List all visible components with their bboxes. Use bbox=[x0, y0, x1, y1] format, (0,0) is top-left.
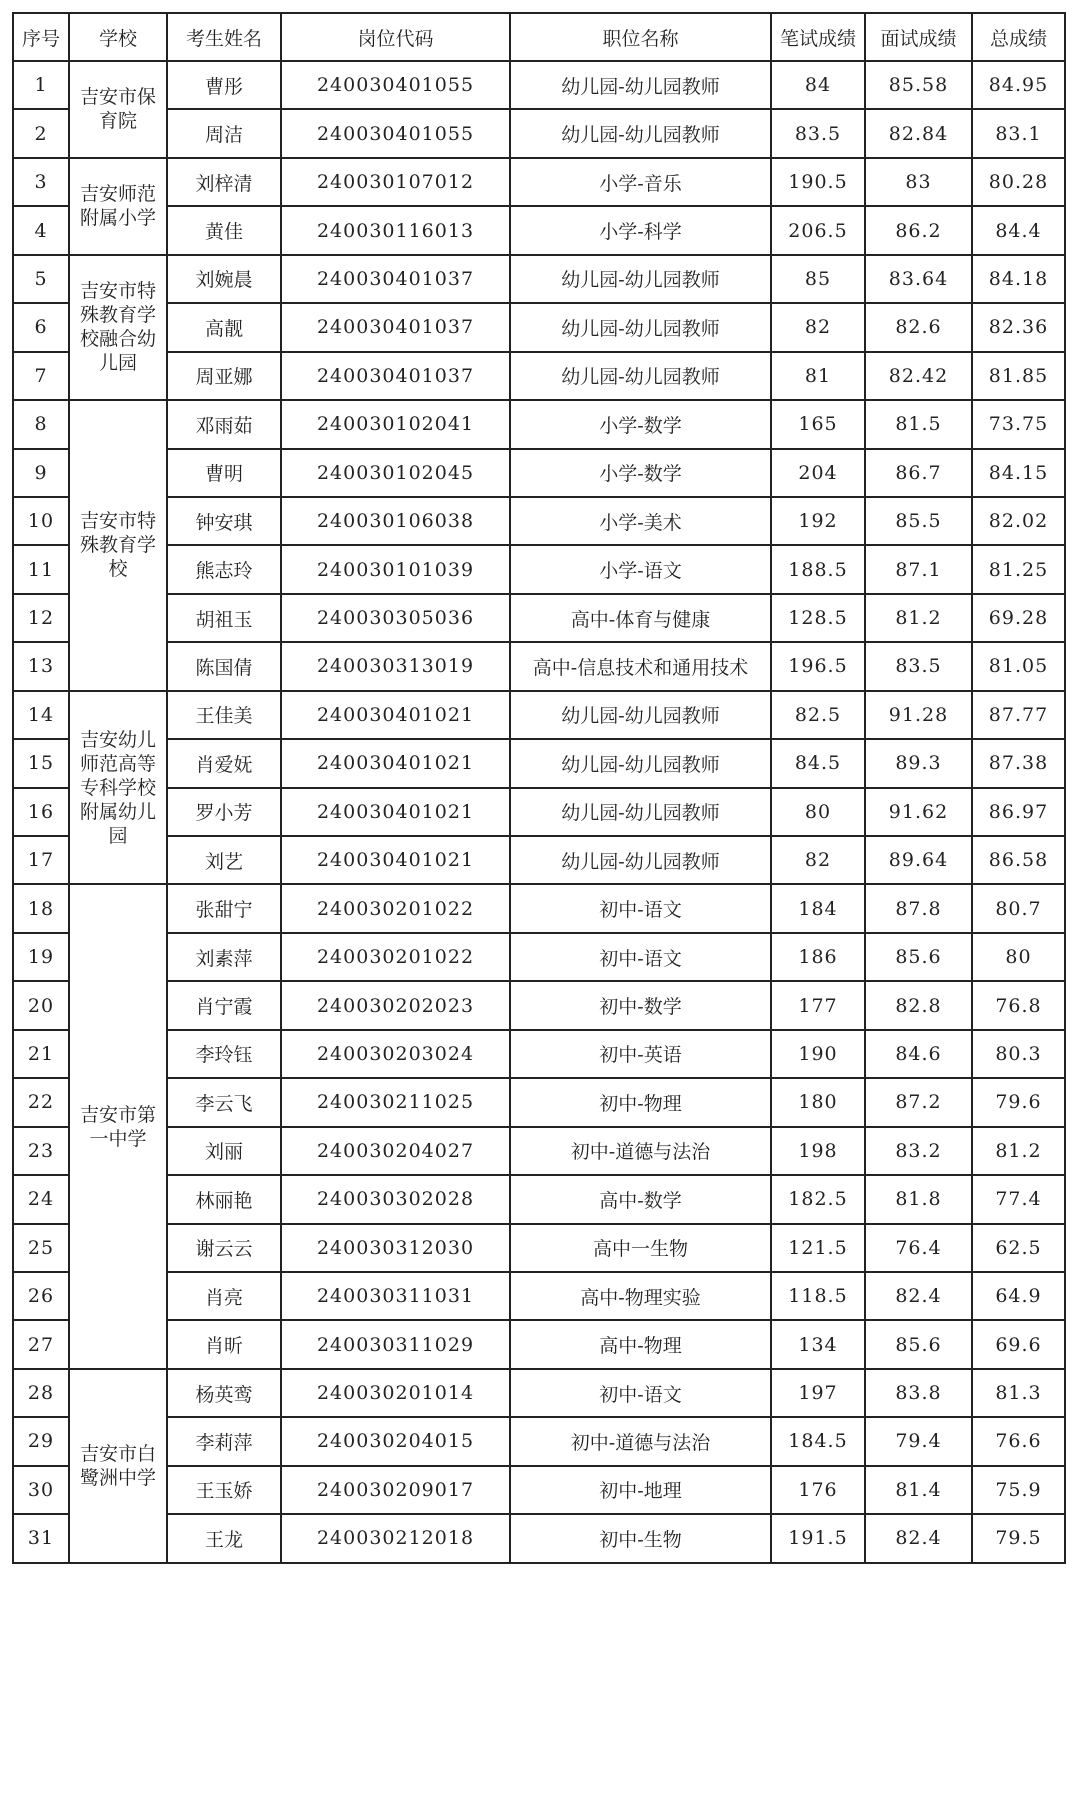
cell-position-code: 240030106038 bbox=[281, 497, 510, 545]
cell-position-title: 小学-语文 bbox=[510, 545, 771, 593]
cell-position-title: 初中-道德与法治 bbox=[510, 1417, 771, 1465]
table-row bbox=[13, 400, 1065, 448]
cell-written-score: 82.5 bbox=[771, 691, 865, 739]
cell-seq: 19 bbox=[13, 933, 69, 981]
cell-written-score: 190.5 bbox=[771, 158, 865, 206]
cell-name: 王佳美 bbox=[167, 691, 281, 739]
cell-seq: 13 bbox=[13, 642, 69, 690]
cell-written-score: 84.5 bbox=[771, 739, 865, 787]
cell-written-score: 184 bbox=[771, 884, 865, 932]
table-row bbox=[13, 1078, 1065, 1126]
cell-name: 李玲钰 bbox=[167, 1030, 281, 1078]
cell-position-title: 幼儿园-幼儿园教师 bbox=[510, 352, 771, 400]
cell-interview-score: 89.3 bbox=[865, 739, 972, 787]
cell-position-title: 高中一生物 bbox=[510, 1224, 771, 1272]
cell-school: 吉安市保育院 bbox=[69, 61, 167, 158]
cell-name: 肖爱妩 bbox=[167, 739, 281, 787]
header-position-code: 岗位代码 bbox=[281, 13, 510, 61]
cell-school: 吉安幼儿师范高等专科学校附属幼儿园 bbox=[69, 691, 167, 885]
cell-position-title: 初中-语文 bbox=[510, 1369, 771, 1417]
cell-position-title: 初中-道德与法治 bbox=[510, 1127, 771, 1175]
cell-total-score: 69.28 bbox=[972, 594, 1065, 642]
table-row bbox=[13, 206, 1065, 254]
cell-seq: 20 bbox=[13, 981, 69, 1029]
table-row bbox=[13, 255, 1065, 303]
cell-seq: 24 bbox=[13, 1175, 69, 1223]
cell-written-score: 83.5 bbox=[771, 109, 865, 157]
cell-written-score: 192 bbox=[771, 497, 865, 545]
cell-total-score: 80.28 bbox=[972, 158, 1065, 206]
table-row bbox=[13, 1514, 1065, 1562]
cell-interview-score: 82.4 bbox=[865, 1272, 972, 1320]
table-row bbox=[13, 61, 1065, 109]
cell-name: 钟安琪 bbox=[167, 497, 281, 545]
header-name: 考生姓名 bbox=[167, 13, 281, 61]
cell-total-score: 84.95 bbox=[972, 61, 1065, 109]
cell-school: 吉安市特殊教育学校融合幼儿园 bbox=[69, 255, 167, 400]
cell-position-code: 240030305036 bbox=[281, 594, 510, 642]
cell-school: 吉安市白鹭洲中学 bbox=[69, 1369, 167, 1563]
table-row bbox=[13, 1175, 1065, 1223]
table-row bbox=[13, 642, 1065, 690]
cell-written-score: 82 bbox=[771, 303, 865, 351]
cell-total-score: 62.5 bbox=[972, 1224, 1065, 1272]
table-row bbox=[13, 449, 1065, 497]
cell-seq: 17 bbox=[13, 836, 69, 884]
cell-written-score: 82 bbox=[771, 836, 865, 884]
cell-interview-score: 86.7 bbox=[865, 449, 972, 497]
cell-seq: 29 bbox=[13, 1417, 69, 1465]
table-row bbox=[13, 739, 1065, 787]
cell-total-score: 77.4 bbox=[972, 1175, 1065, 1223]
table-row bbox=[13, 1030, 1065, 1078]
cell-name: 曹彤 bbox=[167, 61, 281, 109]
cell-interview-score: 81.8 bbox=[865, 1175, 972, 1223]
cell-total-score: 81.25 bbox=[972, 545, 1065, 593]
cell-written-score: 180 bbox=[771, 1078, 865, 1126]
cell-interview-score: 81.5 bbox=[865, 400, 972, 448]
cell-seq: 30 bbox=[13, 1466, 69, 1514]
cell-position-code: 240030212018 bbox=[281, 1514, 510, 1562]
cell-position-title: 初中-语文 bbox=[510, 884, 771, 932]
table-row bbox=[13, 545, 1065, 593]
cell-position-code: 240030102045 bbox=[281, 449, 510, 497]
table-row bbox=[13, 1466, 1065, 1514]
cell-name: 罗小芳 bbox=[167, 788, 281, 836]
cell-total-score: 82.02 bbox=[972, 497, 1065, 545]
cell-seq: 3 bbox=[13, 158, 69, 206]
cell-written-score: 84 bbox=[771, 61, 865, 109]
cell-position-title: 小学-美术 bbox=[510, 497, 771, 545]
cell-total-score: 84.15 bbox=[972, 449, 1065, 497]
cell-position-code: 240030401021 bbox=[281, 739, 510, 787]
table-row bbox=[13, 1417, 1065, 1465]
cell-written-score: 198 bbox=[771, 1127, 865, 1175]
cell-name: 肖亮 bbox=[167, 1272, 281, 1320]
cell-total-score: 81.3 bbox=[972, 1369, 1065, 1417]
results-table-container bbox=[12, 12, 1066, 1564]
cell-position-title: 初中-语文 bbox=[510, 933, 771, 981]
cell-total-score: 81.85 bbox=[972, 352, 1065, 400]
cell-position-title: 小学-音乐 bbox=[510, 158, 771, 206]
cell-interview-score: 85.6 bbox=[865, 1320, 972, 1368]
cell-name: 刘艺 bbox=[167, 836, 281, 884]
cell-total-score: 79.5 bbox=[972, 1514, 1065, 1562]
cell-position-title: 初中-地理 bbox=[510, 1466, 771, 1514]
cell-school: 吉安市特殊教育学校 bbox=[69, 400, 167, 691]
cell-name: 胡祖玉 bbox=[167, 594, 281, 642]
table-row bbox=[13, 158, 1065, 206]
cell-seq: 9 bbox=[13, 449, 69, 497]
cell-position-code: 240030401055 bbox=[281, 61, 510, 109]
cell-total-score: 87.38 bbox=[972, 739, 1065, 787]
cell-position-title: 小学-数学 bbox=[510, 449, 771, 497]
table-row bbox=[13, 109, 1065, 157]
cell-seq: 27 bbox=[13, 1320, 69, 1368]
cell-interview-score: 87.8 bbox=[865, 884, 972, 932]
cell-position-code: 240030311031 bbox=[281, 1272, 510, 1320]
cell-seq: 4 bbox=[13, 206, 69, 254]
cell-name: 林丽艳 bbox=[167, 1175, 281, 1223]
cell-interview-score: 81.4 bbox=[865, 1466, 972, 1514]
cell-seq: 26 bbox=[13, 1272, 69, 1320]
cell-seq: 22 bbox=[13, 1078, 69, 1126]
cell-position-title: 高中-数学 bbox=[510, 1175, 771, 1223]
cell-interview-score: 89.64 bbox=[865, 836, 972, 884]
cell-position-code: 240030313019 bbox=[281, 642, 510, 690]
cell-written-score: 190 bbox=[771, 1030, 865, 1078]
cell-interview-score: 87.1 bbox=[865, 545, 972, 593]
cell-interview-score: 84.6 bbox=[865, 1030, 972, 1078]
cell-seq: 28 bbox=[13, 1369, 69, 1417]
cell-interview-score: 91.28 bbox=[865, 691, 972, 739]
table-row bbox=[13, 836, 1065, 884]
cell-interview-score: 82.4 bbox=[865, 1514, 972, 1562]
cell-position-title: 幼儿园-幼儿园教师 bbox=[510, 303, 771, 351]
cell-name: 刘梓清 bbox=[167, 158, 281, 206]
cell-position-title: 小学-数学 bbox=[510, 400, 771, 448]
cell-position-code: 240030211025 bbox=[281, 1078, 510, 1126]
cell-total-score: 73.75 bbox=[972, 400, 1065, 448]
cell-total-score: 87.77 bbox=[972, 691, 1065, 739]
cell-written-score: 186 bbox=[771, 933, 865, 981]
cell-interview-score: 83 bbox=[865, 158, 972, 206]
cell-position-title: 高中-物理 bbox=[510, 1320, 771, 1368]
cell-written-score: 191.5 bbox=[771, 1514, 865, 1562]
cell-interview-score: 79.4 bbox=[865, 1417, 972, 1465]
cell-position-title: 幼儿园-幼儿园教师 bbox=[510, 255, 771, 303]
cell-position-title: 幼儿园-幼儿园教师 bbox=[510, 691, 771, 739]
cell-written-score: 188.5 bbox=[771, 545, 865, 593]
cell-position-title: 初中-英语 bbox=[510, 1030, 771, 1078]
cell-interview-score: 85.58 bbox=[865, 61, 972, 109]
cell-position-title: 初中-生物 bbox=[510, 1514, 771, 1562]
cell-interview-score: 83.8 bbox=[865, 1369, 972, 1417]
cell-total-score: 76.8 bbox=[972, 981, 1065, 1029]
cell-written-score: 197 bbox=[771, 1369, 865, 1417]
cell-interview-score: 83.2 bbox=[865, 1127, 972, 1175]
table-row bbox=[13, 884, 1065, 932]
cell-position-code: 240030204015 bbox=[281, 1417, 510, 1465]
cell-position-code: 240030311029 bbox=[281, 1320, 510, 1368]
cell-total-score: 79.6 bbox=[972, 1078, 1065, 1126]
cell-seq: 10 bbox=[13, 497, 69, 545]
table-row bbox=[13, 691, 1065, 739]
cell-seq: 7 bbox=[13, 352, 69, 400]
cell-total-score: 81.05 bbox=[972, 642, 1065, 690]
cell-seq: 31 bbox=[13, 1514, 69, 1562]
cell-written-score: 165 bbox=[771, 400, 865, 448]
cell-total-score: 83.1 bbox=[972, 109, 1065, 157]
cell-seq: 23 bbox=[13, 1127, 69, 1175]
cell-position-code: 240030401021 bbox=[281, 691, 510, 739]
cell-school: 吉安市第一中学 bbox=[69, 884, 167, 1368]
cell-interview-score: 82.84 bbox=[865, 109, 972, 157]
cell-written-score: 177 bbox=[771, 981, 865, 1029]
cell-total-score: 80 bbox=[972, 933, 1065, 981]
cell-name: 肖宁霞 bbox=[167, 981, 281, 1029]
cell-total-score: 84.18 bbox=[972, 255, 1065, 303]
cell-position-code: 240030401037 bbox=[281, 255, 510, 303]
cell-written-score: 204 bbox=[771, 449, 865, 497]
table-row bbox=[13, 1369, 1065, 1417]
cell-total-score: 75.9 bbox=[972, 1466, 1065, 1514]
table-row bbox=[13, 1320, 1065, 1368]
cell-name: 李莉萍 bbox=[167, 1417, 281, 1465]
cell-position-title: 幼儿园-幼儿园教师 bbox=[510, 61, 771, 109]
cell-interview-score: 82.6 bbox=[865, 303, 972, 351]
cell-seq: 6 bbox=[13, 303, 69, 351]
cell-name: 王玉娇 bbox=[167, 1466, 281, 1514]
cell-position-code: 240030401037 bbox=[281, 352, 510, 400]
table-row bbox=[13, 933, 1065, 981]
cell-seq: 16 bbox=[13, 788, 69, 836]
header-position-title: 职位名称 bbox=[510, 13, 771, 61]
cell-position-code: 240030401055 bbox=[281, 109, 510, 157]
cell-name: 刘丽 bbox=[167, 1127, 281, 1175]
table-row bbox=[13, 1127, 1065, 1175]
table-row bbox=[13, 1224, 1065, 1272]
cell-name: 曹明 bbox=[167, 449, 281, 497]
cell-interview-score: 83.64 bbox=[865, 255, 972, 303]
cell-written-score: 184.5 bbox=[771, 1417, 865, 1465]
cell-seq: 25 bbox=[13, 1224, 69, 1272]
cell-position-title: 小学-科学 bbox=[510, 206, 771, 254]
cell-position-title: 幼儿园-幼儿园教师 bbox=[510, 109, 771, 157]
cell-position-title: 高中-物理实验 bbox=[510, 1272, 771, 1320]
header-school: 学校 bbox=[69, 13, 167, 61]
cell-position-code: 240030201022 bbox=[281, 933, 510, 981]
cell-written-score: 81 bbox=[771, 352, 865, 400]
cell-seq: 21 bbox=[13, 1030, 69, 1078]
cell-interview-score: 82.8 bbox=[865, 981, 972, 1029]
cell-position-code: 240030401021 bbox=[281, 836, 510, 884]
table-header-row bbox=[13, 13, 1065, 61]
cell-interview-score: 86.2 bbox=[865, 206, 972, 254]
cell-position-code: 240030202023 bbox=[281, 981, 510, 1029]
cell-position-code: 240030107012 bbox=[281, 158, 510, 206]
cell-interview-score: 76.4 bbox=[865, 1224, 972, 1272]
cell-interview-score: 85.6 bbox=[865, 933, 972, 981]
cell-seq: 8 bbox=[13, 400, 69, 448]
header-written-score: 笔试成绩 bbox=[771, 13, 865, 61]
cell-position-code: 240030201022 bbox=[281, 884, 510, 932]
cell-position-code: 240030203024 bbox=[281, 1030, 510, 1078]
cell-name: 谢云云 bbox=[167, 1224, 281, 1272]
cell-total-score: 69.6 bbox=[972, 1320, 1065, 1368]
cell-written-score: 118.5 bbox=[771, 1272, 865, 1320]
cell-position-code: 240030209017 bbox=[281, 1466, 510, 1514]
cell-position-code: 240030312030 bbox=[281, 1224, 510, 1272]
cell-written-score: 121.5 bbox=[771, 1224, 865, 1272]
cell-seq: 15 bbox=[13, 739, 69, 787]
table-row bbox=[13, 303, 1065, 351]
cell-position-title: 高中-体育与健康 bbox=[510, 594, 771, 642]
cell-written-score: 182.5 bbox=[771, 1175, 865, 1223]
cell-name: 周亚娜 bbox=[167, 352, 281, 400]
cell-interview-score: 83.5 bbox=[865, 642, 972, 690]
cell-name: 黄佳 bbox=[167, 206, 281, 254]
cell-name: 张甜宁 bbox=[167, 884, 281, 932]
table-row bbox=[13, 497, 1065, 545]
results-table bbox=[12, 12, 1066, 1564]
cell-total-score: 84.4 bbox=[972, 206, 1065, 254]
cell-position-title: 幼儿园-幼儿园教师 bbox=[510, 836, 771, 884]
cell-total-score: 64.9 bbox=[972, 1272, 1065, 1320]
cell-name: 杨英鸾 bbox=[167, 1369, 281, 1417]
header-total-score: 总成绩 bbox=[972, 13, 1065, 61]
cell-seq: 1 bbox=[13, 61, 69, 109]
cell-interview-score: 81.2 bbox=[865, 594, 972, 642]
cell-total-score: 76.6 bbox=[972, 1417, 1065, 1465]
cell-total-score: 80.7 bbox=[972, 884, 1065, 932]
cell-name: 刘婉晨 bbox=[167, 255, 281, 303]
cell-seq: 18 bbox=[13, 884, 69, 932]
cell-position-code: 240030116013 bbox=[281, 206, 510, 254]
cell-written-score: 176 bbox=[771, 1466, 865, 1514]
cell-position-title: 幼儿园-幼儿园教师 bbox=[510, 788, 771, 836]
cell-seq: 5 bbox=[13, 255, 69, 303]
cell-name: 肖昕 bbox=[167, 1320, 281, 1368]
table-row bbox=[13, 1272, 1065, 1320]
cell-interview-score: 91.62 bbox=[865, 788, 972, 836]
cell-position-code: 240030201014 bbox=[281, 1369, 510, 1417]
cell-seq: 12 bbox=[13, 594, 69, 642]
cell-written-score: 134 bbox=[771, 1320, 865, 1368]
table-row bbox=[13, 981, 1065, 1029]
cell-position-code: 240030102041 bbox=[281, 400, 510, 448]
cell-total-score: 86.97 bbox=[972, 788, 1065, 836]
cell-interview-score: 82.42 bbox=[865, 352, 972, 400]
cell-written-score: 196.5 bbox=[771, 642, 865, 690]
cell-total-score: 81.2 bbox=[972, 1127, 1065, 1175]
header-seq: 序号 bbox=[13, 13, 69, 61]
cell-position-code: 240030302028 bbox=[281, 1175, 510, 1223]
table-row bbox=[13, 352, 1065, 400]
cell-name: 邓雨茹 bbox=[167, 400, 281, 448]
table-row bbox=[13, 594, 1065, 642]
table-body bbox=[13, 61, 1065, 1563]
cell-name: 高靓 bbox=[167, 303, 281, 351]
cell-position-title: 幼儿园-幼儿园教师 bbox=[510, 739, 771, 787]
cell-written-score: 128.5 bbox=[771, 594, 865, 642]
cell-position-code: 240030101039 bbox=[281, 545, 510, 593]
cell-position-code: 240030401037 bbox=[281, 303, 510, 351]
cell-written-score: 85 bbox=[771, 255, 865, 303]
cell-name: 王龙 bbox=[167, 1514, 281, 1562]
cell-position-title: 初中-数学 bbox=[510, 981, 771, 1029]
cell-name: 周洁 bbox=[167, 109, 281, 157]
cell-total-score: 80.3 bbox=[972, 1030, 1065, 1078]
cell-name: 熊志玲 bbox=[167, 545, 281, 593]
cell-name: 刘素萍 bbox=[167, 933, 281, 981]
cell-total-score: 82.36 bbox=[972, 303, 1065, 351]
cell-position-title: 初中-物理 bbox=[510, 1078, 771, 1126]
cell-seq: 11 bbox=[13, 545, 69, 593]
cell-position-code: 240030401021 bbox=[281, 788, 510, 836]
header-interview-score: 面试成绩 bbox=[865, 13, 972, 61]
cell-seq: 2 bbox=[13, 109, 69, 157]
cell-school: 吉安师范附属小学 bbox=[69, 158, 167, 255]
cell-seq: 14 bbox=[13, 691, 69, 739]
table-row bbox=[13, 788, 1065, 836]
cell-position-code: 240030204027 bbox=[281, 1127, 510, 1175]
cell-total-score: 86.58 bbox=[972, 836, 1065, 884]
cell-interview-score: 87.2 bbox=[865, 1078, 972, 1126]
cell-name: 陈国倩 bbox=[167, 642, 281, 690]
cell-interview-score: 85.5 bbox=[865, 497, 972, 545]
cell-written-score: 206.5 bbox=[771, 206, 865, 254]
cell-name: 李云飞 bbox=[167, 1078, 281, 1126]
cell-written-score: 80 bbox=[771, 788, 865, 836]
cell-position-title: 高中-信息技术和通用技术 bbox=[510, 642, 771, 690]
